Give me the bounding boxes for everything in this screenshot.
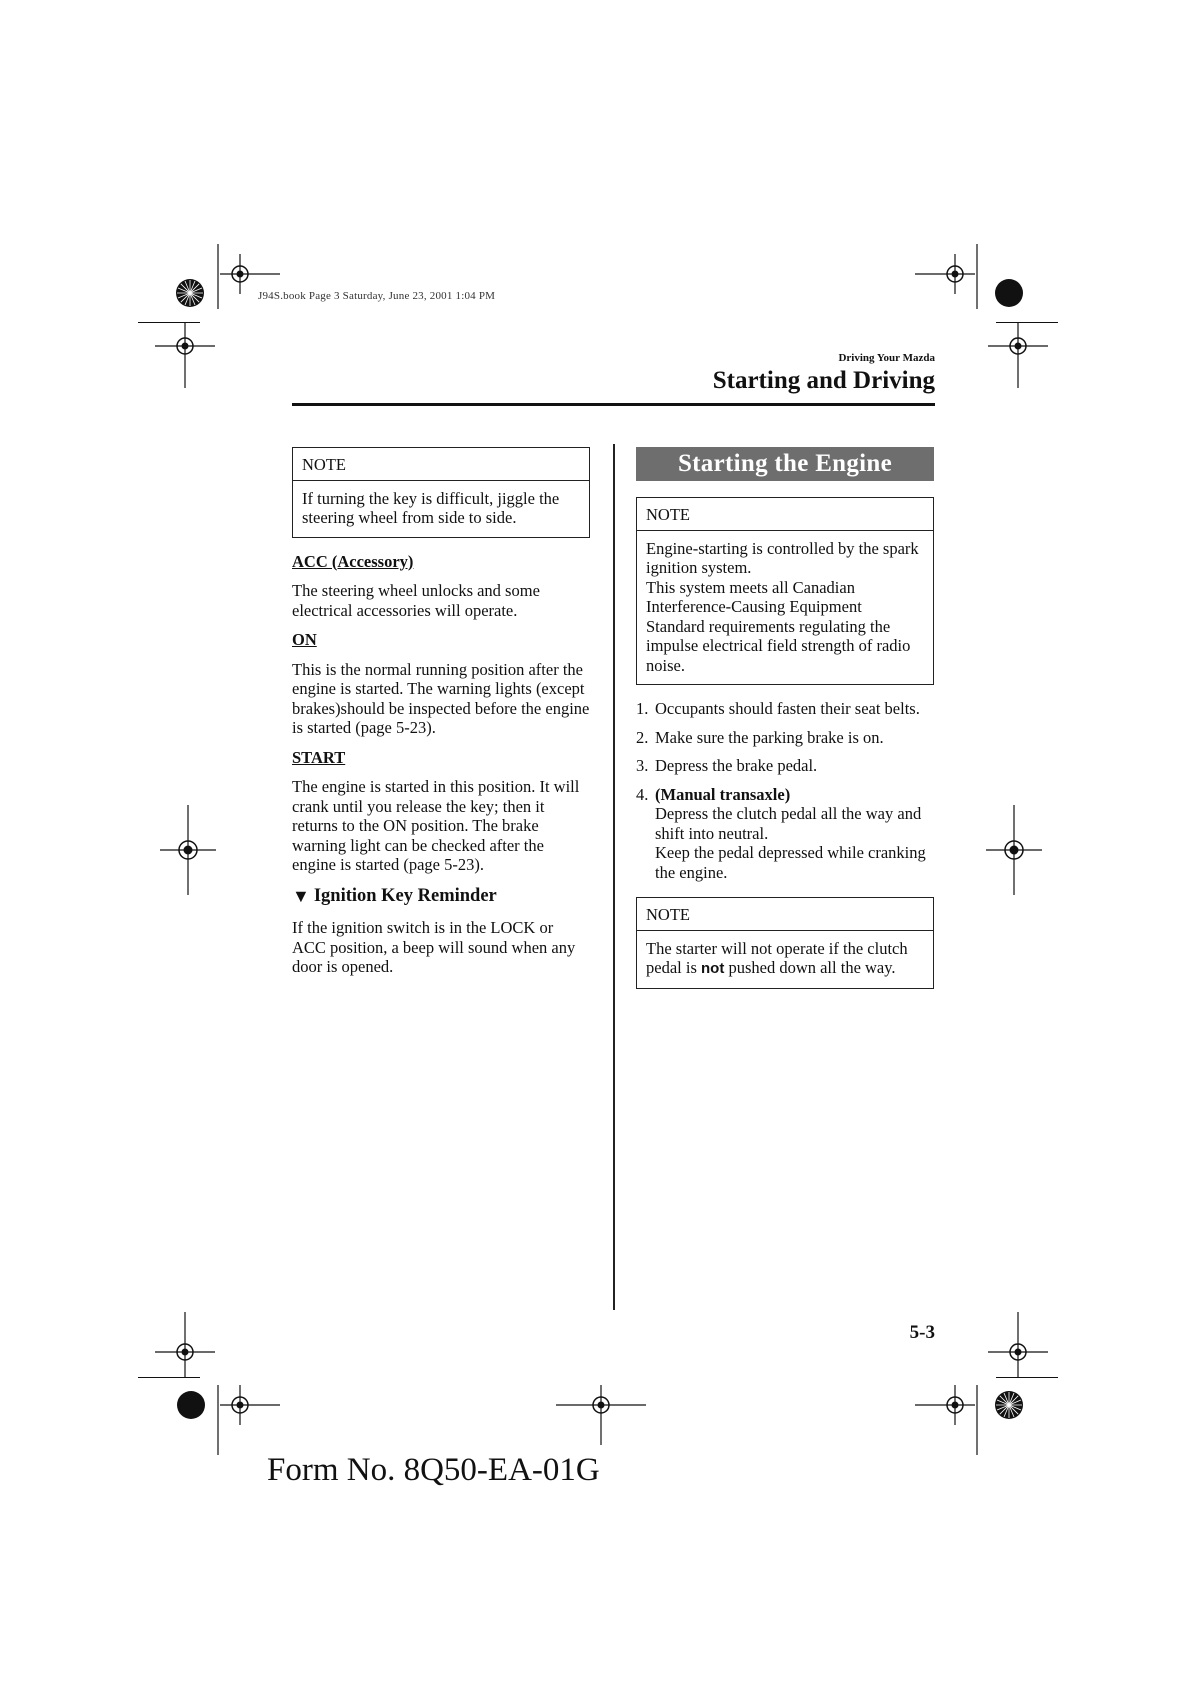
crosshair-lower-right	[988, 1312, 1048, 1378]
crosshair-upper-left	[155, 322, 215, 388]
note-text-bold: not	[701, 960, 725, 977]
ignition-reminder-heading-text: Ignition Key Reminder	[313, 885, 497, 906]
note-body	[637, 931, 933, 988]
header-rule	[292, 403, 935, 406]
right-column	[636, 447, 934, 1003]
note-text-before: The starter will not operate if the clutch pedal is	[646, 938, 908, 977]
ignition-reminder-text: If the ignition switch is in the LOCK or ACC position, a beep will sound when any door is opened.	[292, 918, 576, 976]
step-text: Occupants should fasten their seat belts.	[655, 699, 920, 718]
step-number: 4.	[636, 784, 649, 804]
crop-line-bottom-left	[138, 1377, 200, 1378]
note-box-key	[292, 447, 590, 538]
note-line: This system meets all Canadian Interference-Causing Equipment Standard requirements regulating the impulse electrical field strength of radio noise.	[646, 577, 911, 675]
crosshair-middle-right	[984, 805, 1044, 895]
form-number: Form No. 8Q50-EA-01G	[267, 1452, 600, 1488]
note-title: NOTE	[637, 498, 933, 531]
step-line: Keep the pedal depressed while cranking the engine.	[655, 843, 926, 882]
list-item	[636, 699, 934, 719]
crosshair-lower-left	[155, 1312, 215, 1378]
column-divider	[613, 444, 615, 1310]
crop-line-bottom-right	[996, 1377, 1058, 1378]
registration-sunburst-bottom-right	[994, 1390, 1024, 1420]
note-title: NOTE	[637, 898, 933, 931]
step-line: Depress the clutch pedal all the way and shift into neutral.	[655, 804, 922, 843]
step-number: 2.	[636, 727, 649, 747]
acc-text: The steering wheel unlocks and some electrical accessories will operate.	[292, 581, 540, 620]
steps-list	[636, 699, 934, 882]
note-body	[637, 531, 933, 685]
start-text: The engine is started in this position. It will crank until you release the key; then it returns to the ON position. The brake warning light can be checked after the engine is started (page 5-23).	[292, 777, 580, 874]
chapter-title: Starting and Driving	[712, 367, 935, 394]
crosshair-middle-left	[158, 805, 218, 895]
printer-info: J94S.book Page 3 Saturday, June 23, 2001 1:04 PM	[258, 290, 496, 302]
on-text: This is the normal running position after the engine is started. The warning lights (except brakes)should be inspected before the engine is started (page 5-23).	[292, 659, 590, 737]
crosshair-upper-right	[988, 322, 1048, 388]
note-line: Engine-starting is controlled by the spark ignition system.	[646, 538, 919, 577]
step-label: (Manual transaxle)	[655, 784, 791, 804]
acc-heading: ACC (Accessory)	[292, 551, 414, 571]
left-column	[292, 447, 590, 987]
section-label: Driving Your Mazda	[838, 352, 935, 364]
start-heading: START	[292, 747, 346, 767]
crosshair-bottom-center	[556, 1385, 646, 1445]
page-number: 5-3	[909, 1322, 935, 1343]
step-number: 1.	[636, 699, 649, 718]
crosshair-bottom-right	[910, 1385, 990, 1455]
step-number: 3.	[636, 756, 649, 775]
note-box-clutch	[636, 897, 934, 989]
note-text-after: pushed down all the way.	[724, 958, 896, 977]
list-item	[636, 785, 934, 883]
registration-dot-bottom-left	[176, 1390, 206, 1420]
triangle-down-icon: ▼	[292, 885, 310, 906]
list-item	[636, 756, 934, 776]
crosshair-top-right	[910, 244, 990, 309]
step-text: Depress the brake pedal.	[655, 756, 818, 775]
registration-dot-top-right	[994, 278, 1024, 308]
note-text: If turning the key is difficult, jiggle the steering wheel from side to side.	[302, 488, 560, 527]
note-box-ignition	[636, 497, 934, 685]
note-title: NOTE	[293, 448, 589, 481]
crosshair-bottom-left	[205, 1385, 285, 1455]
ignition-reminder-heading	[292, 887, 590, 907]
registration-sunburst-top-left	[175, 278, 205, 308]
step-text	[655, 785, 934, 883]
list-item	[636, 728, 934, 748]
section-banner: Starting the Engine	[636, 447, 934, 481]
on-heading: ON	[292, 630, 317, 649]
step-text: Make sure the parking brake is on.	[655, 727, 884, 747]
